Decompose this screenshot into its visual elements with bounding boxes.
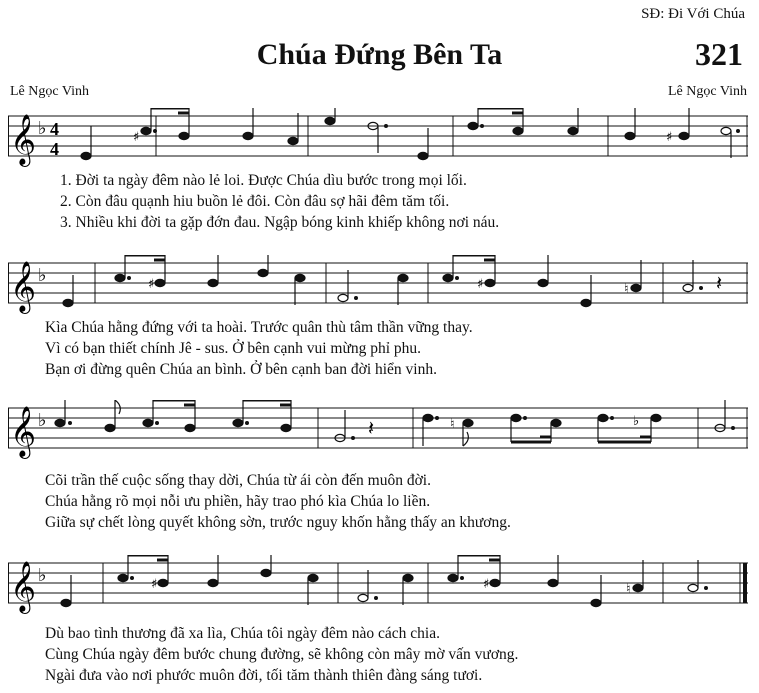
lyricist-credit: Lê Ngọc Vinh [668,84,747,99]
lyric-line-2-verse-1: Kìa Chúa hằng đứng với ta hoài. Trước quân thù tâm thần vững thay. [45,319,473,336]
book-label: SĐ: Đi Với Chúa [641,6,745,22]
flat-icon: ♭ [38,565,47,586]
composer-credit: Lê Ngọc Vinh [10,84,89,99]
natural-icon: ♮ [450,417,455,432]
lyric-line-2-verse-2: Vì có bạn thiết chính Jê - sus. Ở bên cạnh vui mừng phỉ phu. [45,340,422,357]
treble-clef-icon: 𝄞 [10,261,37,312]
sharp-icon: ♯ [133,130,140,145]
lyric-line-1-verse-3: 3. Nhiều khi đời ta gặp đớn đau. Ngập bóng kinh khiếp không nơi náu. [60,214,500,231]
flat-icon: ♭ [38,410,47,431]
time-signature-top: 4 [50,119,59,139]
lyric-line-4-verse-3: Ngài đưa vào nơi phước muôn đời, tối tăm thành thiên đàng sáng tươi. [45,667,483,684]
lyric-line-2-verse-3: Bạn ơi đừng quên Chúa an bình. Ở bên cạnh ban đời hiển vinh. [45,361,437,378]
quarter-rest-icon: 𝄽 [368,416,375,440]
lyric-line-4-verse-2: Cùng Chúa ngày đêm bước chung đường, sẽ không còn mây mờ vấn vương. [45,646,519,663]
sharp-icon: ♯ [151,577,158,592]
flat-icon: ♭ [38,265,47,286]
flat-icon: ♭ [38,118,47,139]
time-signature-bottom: 4 [50,139,59,159]
lyric-line-3-verse-2: Chúa hằng rõ mọi nỗi ưu phiền, hãy trao phó kìa Chúa lo liền. [45,493,431,510]
sharp-icon: ♯ [148,277,155,292]
lyric-line-1-verse-2: 2. Còn đâu quạnh hiu buồn lẻ đôi. Còn đâu sợ hãi đêm tăm tối. [60,193,450,210]
music-staff-3 [8,400,748,460]
lyric-line-4-verse-1: Dù bao tình thương đã xa lìa, Chúa tôi ngày đêm nào cách chia. [45,625,440,642]
quarter-rest-icon: 𝄽 [716,271,723,295]
sharp-icon: ♯ [666,130,673,145]
lyric-line-1-verse-1: 1. Đời ta ngày đêm nào lẻ loi. Được Chúa dìu bước trong mọi lối. [60,172,467,189]
song-title: Chúa Đứng Bên Ta [256,38,503,71]
lyric-line-3-verse-3: Giữa sự chết lòng quyết không sờn, trước nguy khốn hằng thấy an khương. [45,514,511,531]
sharp-icon: ♯ [477,277,484,292]
sharp-icon: ♯ [483,577,490,592]
treble-clef-icon: 𝄞 [10,406,37,457]
treble-clef-icon: 𝄞 [10,561,37,612]
lyric-line-3-verse-1: Cõi trần thế cuộc sống thay dời, Chúa từ ái còn đến muôn đời. [45,472,431,489]
music-staff-4 [8,555,748,615]
flat-icon: ♭ [633,414,640,429]
hymn-number: 321 [695,36,743,72]
music-staff-1 [8,108,748,168]
treble-clef-icon: 𝄞 [10,114,37,165]
natural-icon: ♮ [626,582,631,597]
natural-icon: ♮ [624,282,629,297]
music-staff-2 [8,255,748,315]
